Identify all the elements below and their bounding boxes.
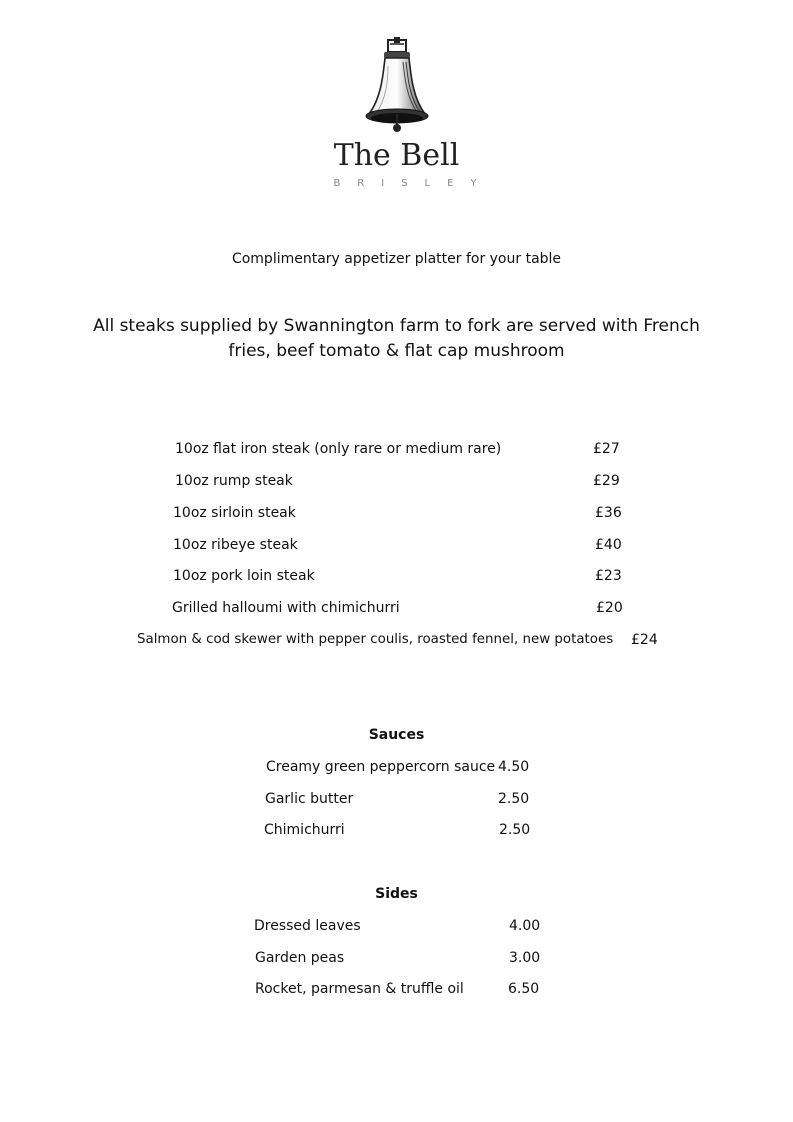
- menu-item-price: £29: [593, 473, 620, 489]
- menu-item-name: 10oz pork loin steak: [173, 568, 315, 584]
- sauce-price: 2.50: [498, 791, 530, 807]
- menu-item-name: 10oz flat iron steak (only rare or medium rare): [175, 441, 502, 457]
- sauce-name: Creamy green peppercorn sauce: [266, 759, 496, 775]
- sauce-name: Garlic butter: [265, 791, 354, 807]
- lead-line: All steaks supplied by Swannington farm to fork are served with French: [93, 316, 700, 336]
- menu-item-price: £36: [595, 505, 622, 521]
- brand-location: BRISLEY: [333, 178, 494, 189]
- lead-text: [0, 314, 793, 364]
- brand-name: The Bell: [333, 138, 460, 173]
- menu-item-price: £23: [595, 568, 622, 584]
- side-price: 3.00: [509, 950, 541, 966]
- bell-icon: [357, 36, 437, 138]
- menu-item-name: Grilled halloumi with chimichurri: [172, 600, 400, 616]
- side-name: Dressed leaves: [254, 918, 361, 934]
- menu-item-name: 10oz rump steak: [175, 473, 293, 489]
- lead-line: fries, beef tomato & flat cap mushroom: [228, 341, 565, 361]
- sauces-heading: Sauces: [368, 727, 425, 743]
- menu-item-price: £24: [631, 632, 658, 648]
- sides-heading: Sides: [375, 886, 418, 902]
- sauce-name: Chimichurri: [264, 822, 345, 838]
- menu-item-price: £27: [593, 441, 620, 457]
- menu-item-name: 10oz ribeye steak: [173, 537, 298, 553]
- sauce-price: 2.50: [499, 822, 531, 838]
- menu-item-price: £20: [596, 600, 623, 616]
- side-name: Garden peas: [255, 950, 345, 966]
- menu-item-price: £40: [595, 537, 622, 553]
- side-price: 6.50: [508, 981, 540, 997]
- sauce-price: 4.50: [498, 759, 530, 775]
- intro-text: Complimentary appetizer platter for your table: [231, 251, 562, 267]
- menu-item-name: 10oz sirloin steak: [173, 505, 296, 521]
- menu-item-name: Salmon & cod skewer with pepper coulis, roasted fennel, new potatoes: [137, 632, 614, 647]
- side-price: 4.00: [509, 918, 541, 934]
- side-name: Rocket, parmesan & truffle oil: [255, 981, 464, 997]
